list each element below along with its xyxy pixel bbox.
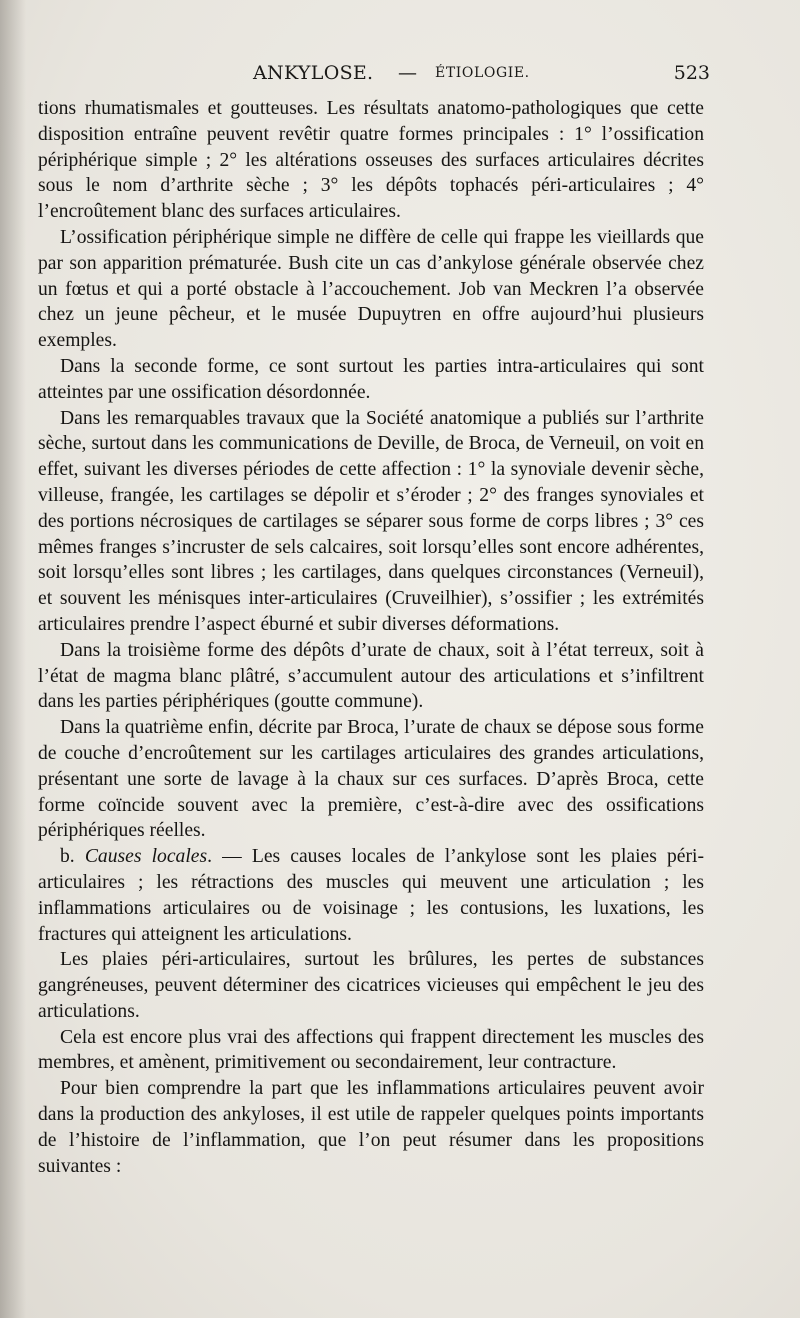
paragraph: Les plaies péri-articulaires, surtout les brûlures, les pertes de substances gangréneuses, peuvent déterminer des cicatrices vicieuses qui empêchent le jeu des articulations.	[38, 949, 704, 1022]
paragraph: Cela est encore plus vrai des affections qui frappent directement les muscles des membres, et amènent, primitivement ou secondairement, leur contracture.	[38, 1026, 704, 1074]
section-heading: Causes locales	[84, 846, 208, 868]
section-marker: b.	[60, 846, 75, 868]
paragraph: Pour bien comprendre la part que les inflammations articulaires peuvent avoir dans la production des ankyloses, il est utile de rappeler quelques points importants de l’histoire de l’inflammation, que l’on peut résumer dans les propositions suivantes :	[38, 1078, 704, 1177]
paragraph: Dans la troisième forme des dépôts d’urate de chaux, soit à l’état terreux, soit à l’état de magma blanc plâtré, s’accumulent autour des articulations et s’infiltrent dans les parties périphériques (goutte commune).	[38, 639, 704, 713]
page-number: 523	[673, 62, 710, 84]
header-subtitle: ÉTIOLOGIE.	[435, 65, 530, 81]
paragraph: tions rhumatismales et goutteuses. Les résultats anatomo-pathologiques que cette disposition entraîne peuvent revêtir quatre formes principales : 1° l’ossification périphérique simple ; 2° les altérations osseuses des surfaces articulaires décrites sous le nom d’arthrite sèche ; 3° les dépôts tophacés péri-articulaires ; 4° l’encroûtement blanc des surfaces articulaires.	[38, 98, 704, 223]
spine-shadow	[0, 0, 26, 1318]
paragraph: Dans la seconde forme, ce sont surtout les parties intra-articulaires qui sont atteintes par une ossification désordonnée.	[38, 355, 704, 403]
running-header	[38, 62, 710, 88]
header-separator: —	[398, 62, 417, 84]
paragraph: Dans la quatrième enfin, décrite par Broca, l’urate de chaux se dépose sous forme de couche d’encroûtement sur les cartilages articulaires des grandes articulations, présentant une sorte de lavage à la chaux sur ces surfaces. D’après Broca, cette forme coïncide souvent avec la première, c’est-à-dire avec des ossifications périphériques réelles.	[38, 717, 704, 842]
paragraph-causes-locales	[38, 844, 704, 947]
paragraph-text: . — Les causes locales de l’ankylose sont les plaies péri-articulaires ; les rétractions des muscles qui meuvent une articulation ; les inflammations articulaires ou de voisinage ; les contusions, les luxations, les fractures qui atteignent les articulations.	[38, 846, 704, 945]
body-text	[38, 96, 704, 1179]
paragraph: Dans les remarquables travaux que la Société anatomique a publiés sur l’arthrite sèche, surtout dans les communications de Deville, de Broca, de Verneuil, on voit en effet, suivant les diverses périodes de cette affection : 1° la synoviale devenir sèche, villeuse, frangée, les cartilages se dépolir et s’éroder ; 2° des franges synoviales et des portions nécrosiques de cartilages se séparer sous forme de corps libres ; 3° ces mêmes franges s’incruster de sels calcaires, soit lorsqu’elles sont encore adhérentes, soit lorsqu’elles sont libres ; les cartilages, dans quelques circonstances (Verneuil), et souvent les ménisques inter-articulaires (Cruveilhier), s’ossifier ; les extrémités articulaires prendre l’aspect éburné et subir diverses déformations.	[38, 407, 704, 635]
paragraph: L’ossification périphérique simple ne diffère de celle qui frappe les vieillards que par son apparition prématurée. Bush cite un cas d’ankylose générale observée chez un fœtus et qui a porté obstacle à l’accouchement. Job van Meckren l’a observée chez un jeune pêcheur, et le musée Dupuytren en offre aujourd’hui plusieurs exemples.	[38, 226, 704, 352]
header-title: ANKYLOSE.	[253, 62, 374, 84]
